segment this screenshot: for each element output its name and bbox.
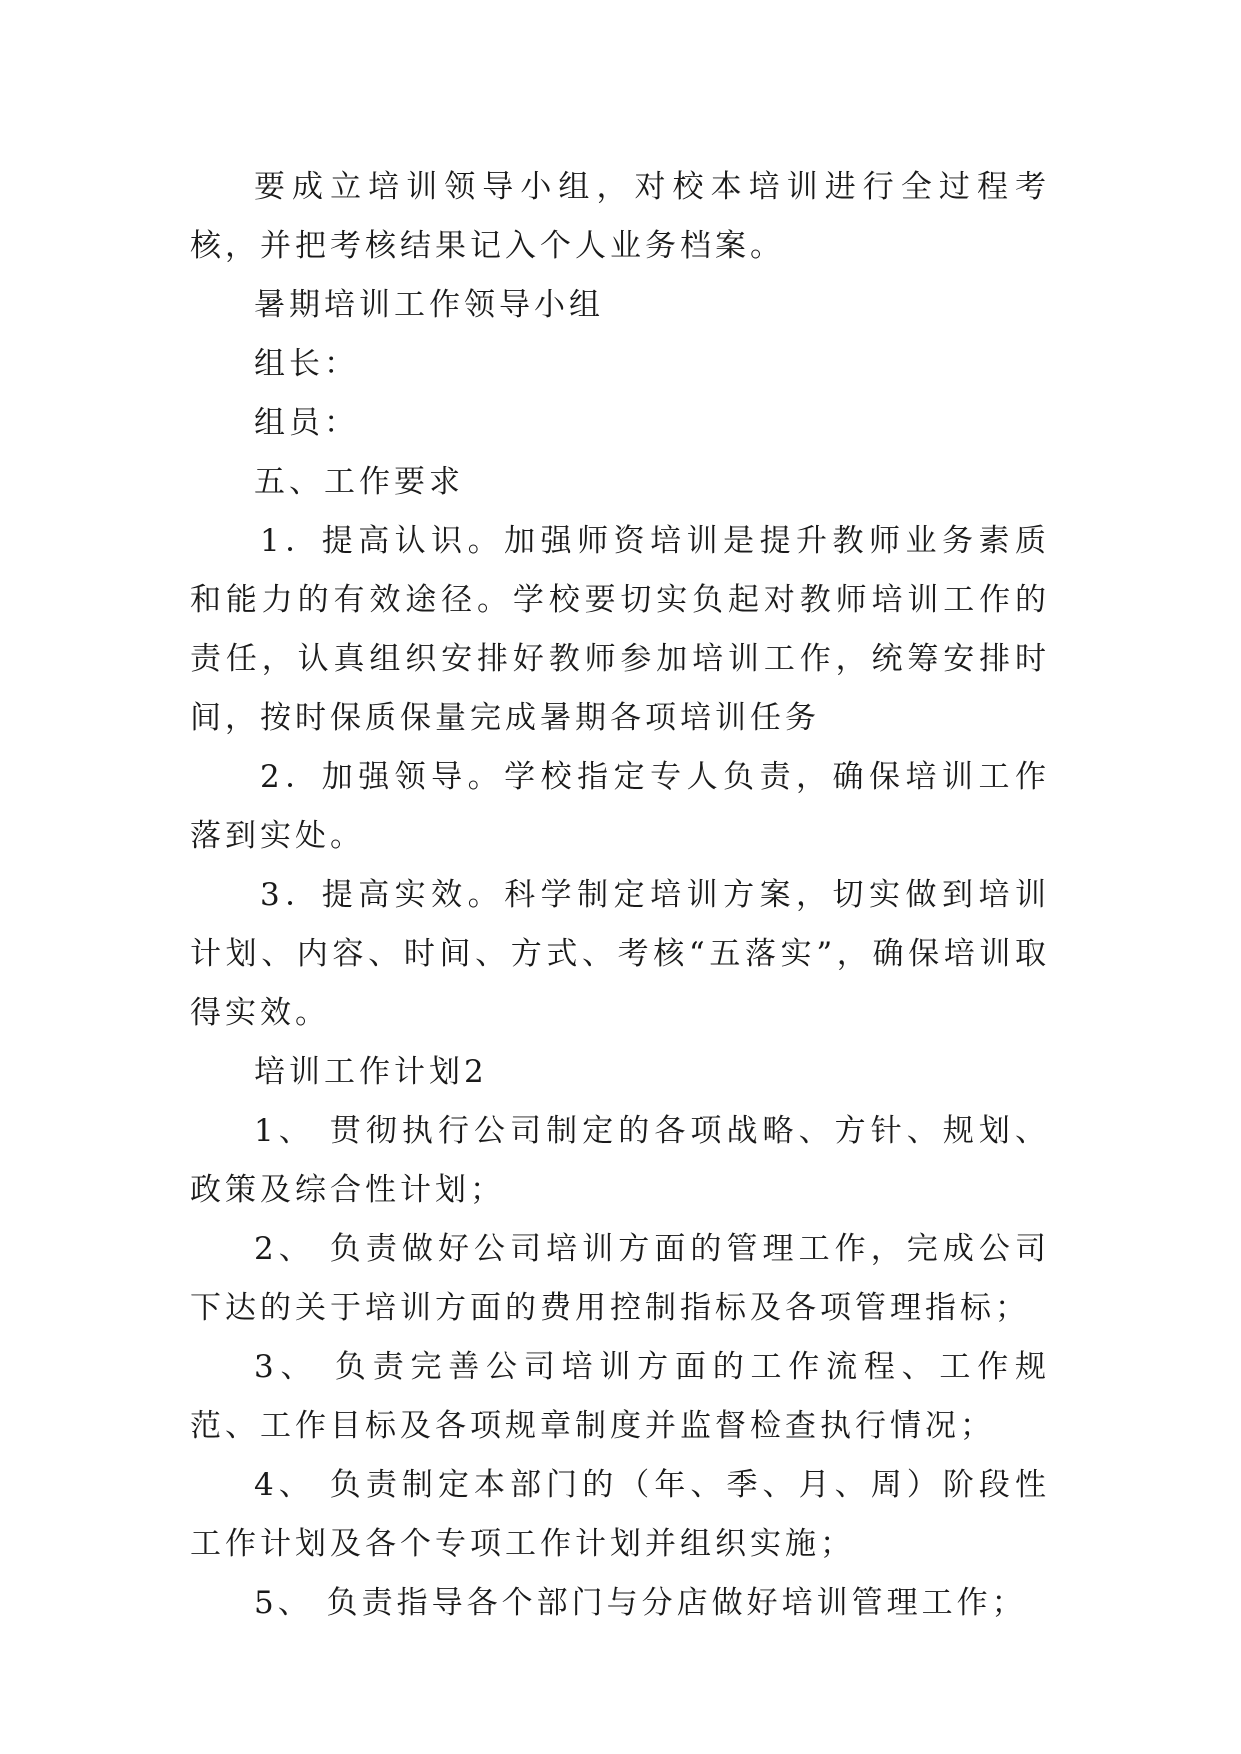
paragraph-plan-item-4: 4、 负责制定本部门的（年、季、月、周）阶段性工作计划及各个专项工作计划并组织实施； — [190, 1467, 1050, 1562]
heading-training-plan-2: 培训工作计划2 — [254, 1054, 488, 1090]
document-body — [190, 158, 1050, 1633]
paragraph-requirement-1: 1．提高认识。加强师资培训是提升教师业务素质和能力的有效途径。学校要切实负起对教师培训工作的责任，认真组织安排好教师参加培训工作，统筹安排时间，按时保质保量完成暑期各项培训任务 — [190, 523, 1050, 736]
paragraph-plan-item-5: 5、 负责指导各个部门与分店做好培训管理工作； — [254, 1585, 1027, 1621]
line-group-leader: 组长： — [254, 346, 359, 382]
paragraph-requirement-2: 2．加强领导。学校指定专人负责，确保培训工作落到实处。 — [190, 759, 1050, 854]
paragraph-plan-item-3: 3、 负责完善公司培训方面的工作流程、工作规范、工作目标及各项规章制度并监督检查执行情况； — [190, 1349, 1050, 1444]
heading-summer-training-leadership-group: 暑期培训工作领导小组 — [254, 287, 604, 323]
paragraph-plan-item-1: 1、 贯彻执行公司制定的各项战略、方针、规划、政策及综合性计划； — [190, 1113, 1050, 1208]
paragraph-requirement-3: 3．提高实效。科学制定培训方案，切实做到培训计划、内容、时间、方式、考核“五落实”，确保培训取得实效。 — [190, 877, 1050, 1031]
paragraph-plan-item-2: 2、 负责做好公司培训方面的管理工作，完成公司下达的关于培训方面的费用控制指标及各项管理指标； — [190, 1231, 1050, 1326]
heading-work-requirements: 五、工作要求 — [254, 464, 464, 500]
paragraph-training-group-assessment: 要成立培训领导小组，对校本培训进行全过程考核，并把考核结果记入个人业务档案。 — [190, 169, 1050, 264]
line-group-members: 组员： — [254, 405, 359, 441]
